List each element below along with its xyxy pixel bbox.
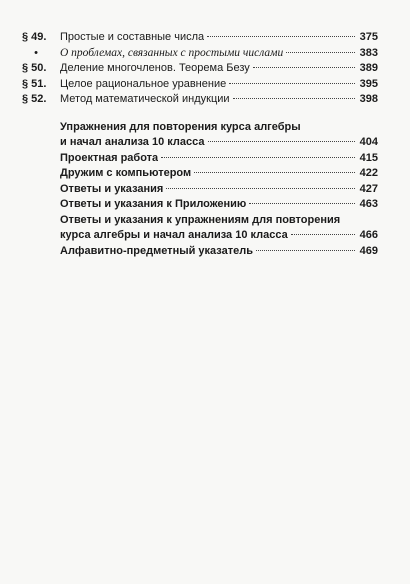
page-number: 466 <box>359 229 378 241</box>
section-number: § 49. <box>22 31 47 43</box>
entry-title: Ответы и указания <box>60 182 164 195</box>
section-title: Простые и составные числа <box>60 31 205 43</box>
dot-leader <box>256 250 355 251</box>
toc-entry-computer[interactable] <box>22 166 378 182</box>
entry-title: Ответы и указания к упражнениям для повторения <box>60 213 341 226</box>
dot-leader <box>286 52 355 53</box>
entry-title: курса алгебры и начал анализа 10 класса <box>60 229 288 241</box>
toc-entry-answers[interactable] <box>22 182 378 198</box>
dot-leader <box>249 203 355 204</box>
toc-entry-review-line1[interactable] <box>22 120 378 136</box>
page-number: 375 <box>359 31 378 43</box>
toc-entry-answers-appendix[interactable] <box>22 197 378 213</box>
page-number: 395 <box>359 77 378 90</box>
toc-entry-section-50[interactable] <box>22 61 378 77</box>
toc-entry-review-line2[interactable] <box>22 135 378 151</box>
toc-entry-answers-review-line1[interactable] <box>22 213 378 229</box>
bullet-marker: • <box>34 46 38 59</box>
section-title: Целое рациональное уравнение <box>60 77 227 90</box>
page-number: 389 <box>359 62 378 74</box>
section-title: Деление многочленов. Теорема Безу <box>60 62 250 74</box>
page-number: 463 <box>359 198 378 210</box>
dot-leader <box>291 234 355 235</box>
section-number: § 52. <box>22 93 47 105</box>
spacer <box>22 108 378 120</box>
section-number: § 50. <box>22 62 47 74</box>
section-number: § 51. <box>22 77 47 90</box>
section-title: О проблемах, связанных с простыми числами <box>60 46 284 59</box>
entry-title: Упражнения для повторения курса алгебры <box>60 120 301 133</box>
dot-leader <box>194 172 355 173</box>
dot-leader <box>161 157 355 158</box>
page-number: 404 <box>359 136 378 148</box>
toc-entry-index[interactable] <box>22 244 378 260</box>
entry-title: Дружим с компьютером <box>60 167 192 179</box>
dot-leader <box>253 67 355 68</box>
entry-title: Алфавитно-предметный указатель <box>60 244 253 257</box>
toc-entry-prime-problems[interactable] <box>22 46 378 62</box>
page-number: 469 <box>359 244 378 257</box>
toc-entry-section-51[interactable] <box>22 77 378 93</box>
page-number: 383 <box>359 46 378 59</box>
page-number: 415 <box>359 151 378 164</box>
toc-entry-project[interactable] <box>22 151 378 167</box>
dot-leader <box>233 98 355 99</box>
toc-entry-section-52[interactable] <box>22 92 378 108</box>
section-title: Метод математической индукции <box>60 93 230 105</box>
entry-title: Проектная работа <box>60 151 159 164</box>
entry-title: и начал анализа 10 класса <box>60 136 205 148</box>
dot-leader <box>229 83 355 84</box>
entry-title: Ответы и указания к Приложению <box>60 198 247 210</box>
dot-leader <box>166 188 355 189</box>
page-number: 427 <box>359 182 378 195</box>
table-of-contents <box>22 30 378 259</box>
dot-leader <box>207 36 355 37</box>
toc-entry-answers-review-line2[interactable] <box>22 228 378 244</box>
dot-leader <box>208 141 355 142</box>
page-number: 422 <box>359 167 378 179</box>
page-number: 398 <box>359 93 378 105</box>
toc-entry-section-49[interactable] <box>22 30 378 46</box>
